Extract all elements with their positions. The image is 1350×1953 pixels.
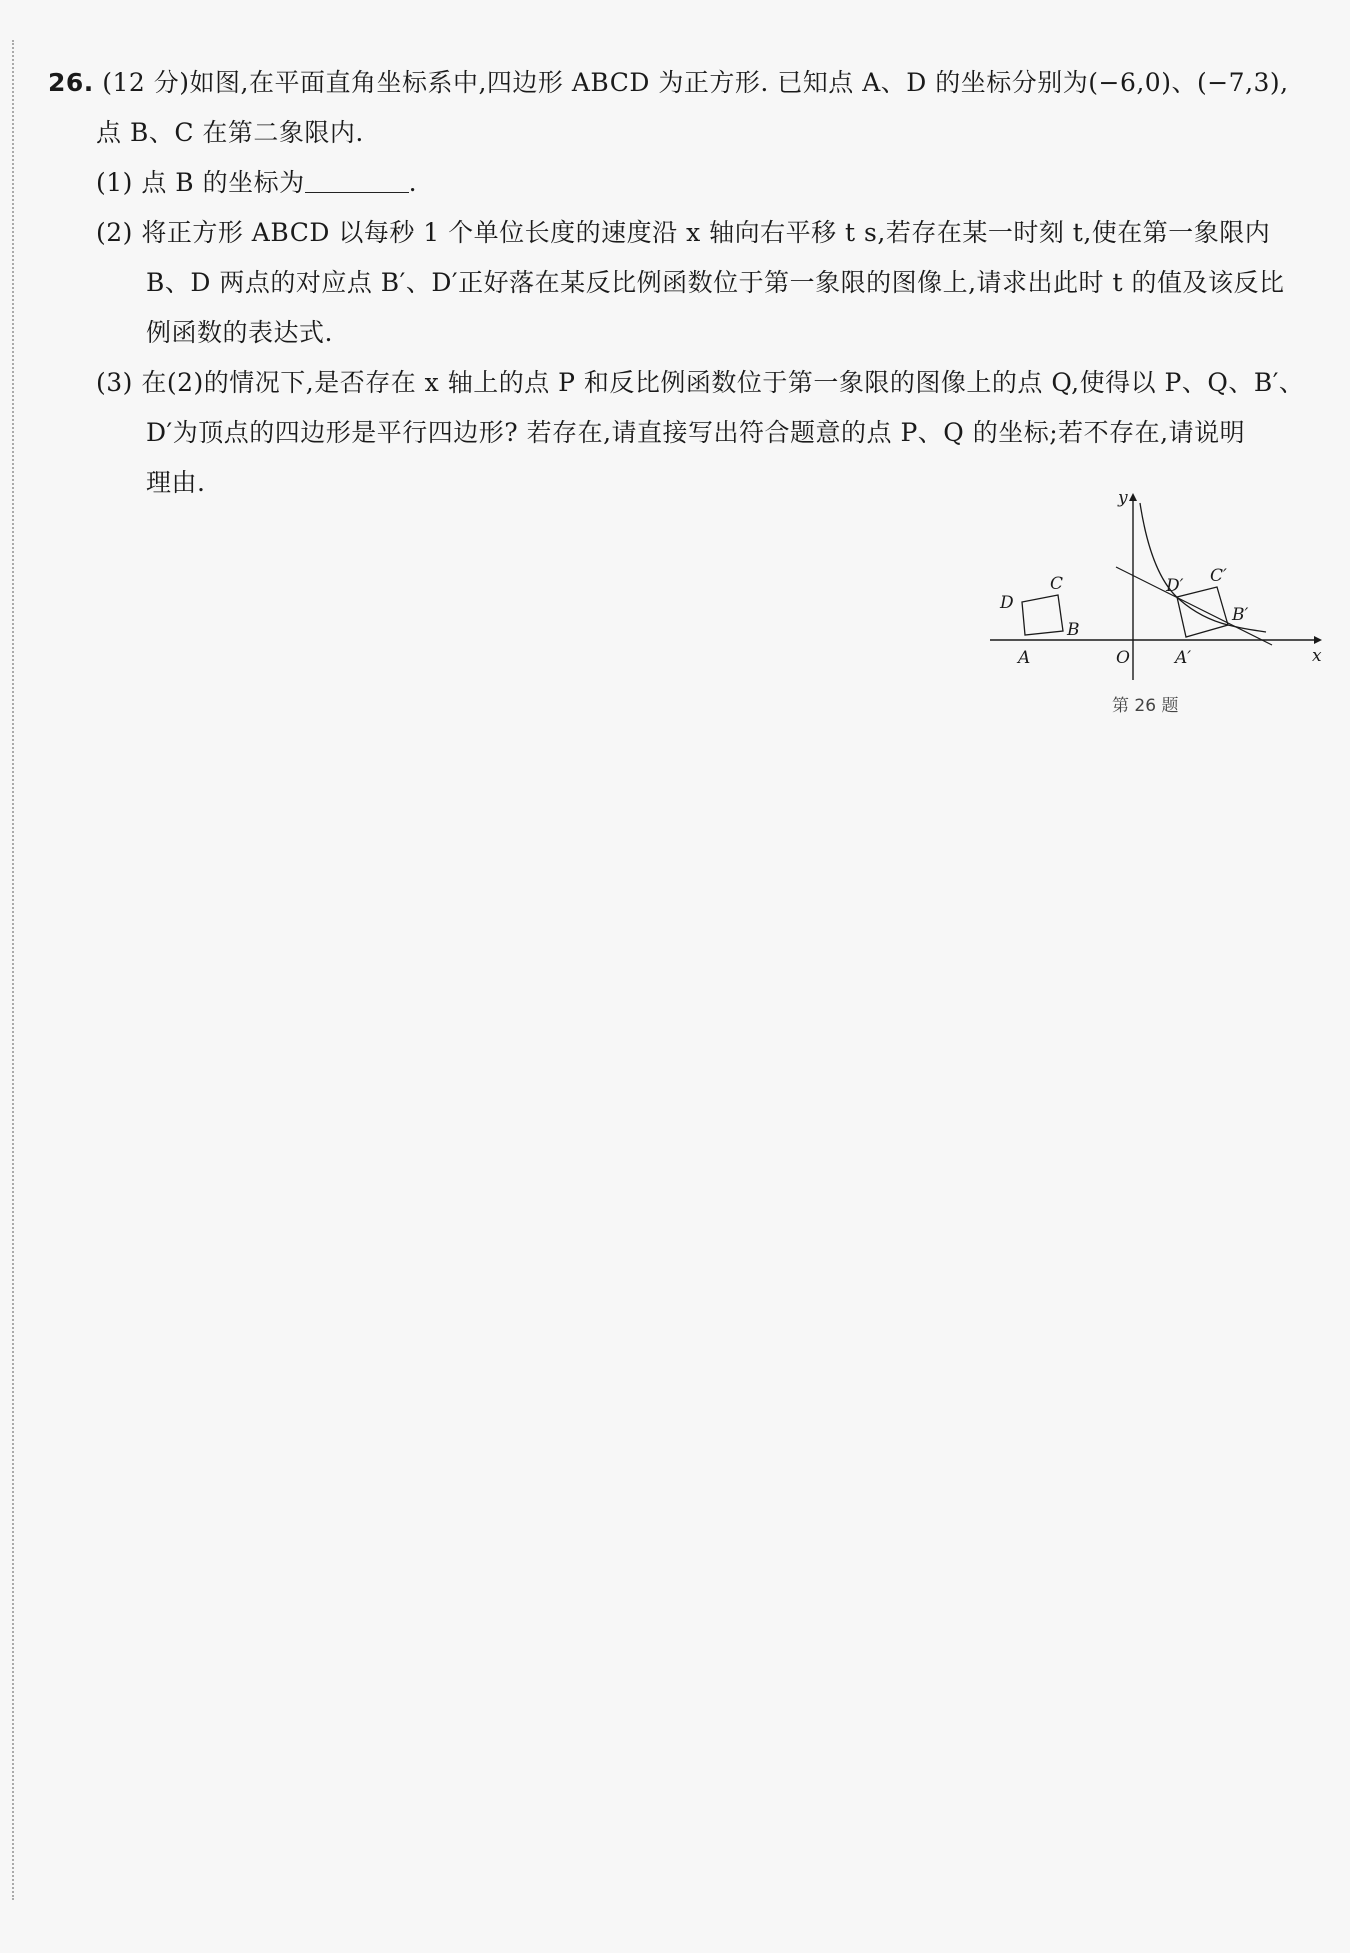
problem-intro-text: (12 分)如图,在平面直角坐标系中,四边形 ABCD 为正方形. 已知点 A、D 的坐标分别为(−6,0)、(−7,3), bbox=[102, 68, 1289, 97]
label-y: y bbox=[1118, 488, 1128, 508]
problem-26 bbox=[48, 58, 1318, 508]
problem-number: 26. bbox=[48, 68, 94, 97]
problem-figure bbox=[990, 485, 1330, 725]
problem-intro-line-2: 点 B、C 在第二象限内. bbox=[96, 118, 364, 147]
question-3-line-2: D′为顶点的四边形是平行四边形? 若存在,请直接写出符合题意的点 P、Q 的坐标;若不存在,请说明 bbox=[146, 418, 1246, 447]
question-1-period: . bbox=[408, 168, 418, 197]
answer-blank bbox=[305, 170, 409, 193]
question-2-line-3: 例函数的表达式. bbox=[146, 318, 333, 347]
label-a: A bbox=[1018, 648, 1031, 668]
label-d-prime: D′ bbox=[1166, 576, 1184, 596]
margin-dotted-rule bbox=[12, 40, 14, 1900]
figure-caption: 第 26 题 bbox=[1112, 696, 1179, 716]
label-b-prime: B′ bbox=[1232, 605, 1249, 625]
question-1-text: (1) 点 B 的坐标为 bbox=[96, 168, 305, 197]
label-b: B bbox=[1067, 620, 1080, 640]
question-1 bbox=[48, 158, 1318, 208]
label-a-prime: A′ bbox=[1175, 648, 1192, 668]
label-d: D bbox=[1000, 593, 1014, 613]
question-3-line-3: 理由. bbox=[146, 468, 206, 497]
line-through-d-b-prime bbox=[1116, 567, 1272, 645]
square-abcd-translated bbox=[1177, 587, 1228, 637]
label-c-prime: C′ bbox=[1210, 566, 1227, 586]
label-x: x bbox=[1312, 646, 1322, 666]
square-abcd bbox=[1022, 595, 1063, 635]
question-2-line-1: (2) 将正方形 ABCD 以每秒 1 个单位长度的速度沿 x 轴向右平移 t s,若存在某一时刻 t,使在第一象限内 bbox=[96, 218, 1271, 247]
question-2-line-2: B、D 两点的对应点 B′、D′正好落在某反比例函数位于第一象限的图像上,请求出此时 t 的值及该反比 bbox=[146, 268, 1285, 297]
label-origin: O bbox=[1116, 648, 1130, 668]
problem-intro-line-1 bbox=[48, 58, 1318, 108]
label-c: C bbox=[1050, 574, 1064, 594]
question-3-line-1: (3) 在(2)的情况下,是否存在 x 轴上的点 P 和反比例函数位于第一象限的图像上的点 Q,使得以 P、Q、B′、 bbox=[96, 368, 1305, 397]
coordinate-diagram bbox=[990, 485, 1330, 725]
